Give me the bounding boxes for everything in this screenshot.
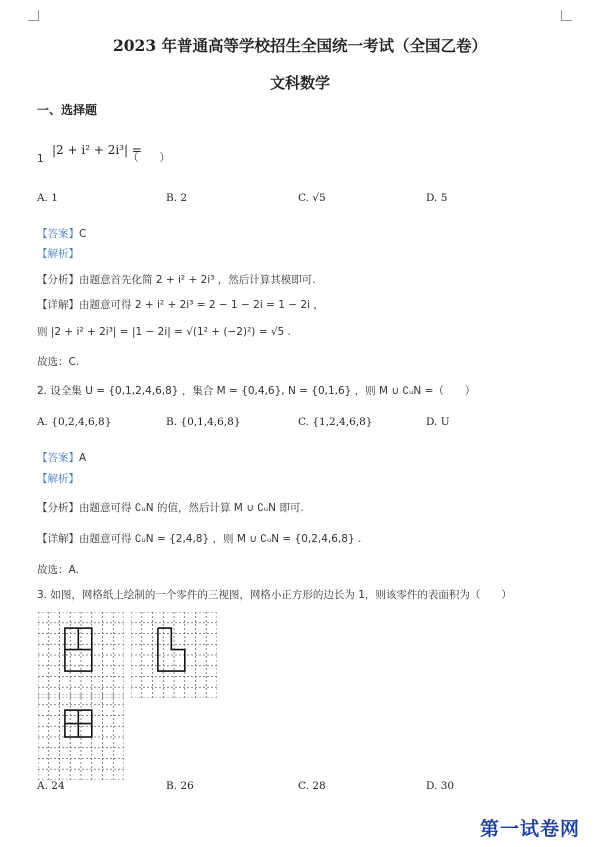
q1-analysis-line-2: 【详解】由题意可得 2 + i² + 2i³ = 2 − 1 − 2i = 1 − 2i ， xyxy=(37,299,324,311)
page-title: 2023 年普通高等学校招生全国统一考试（全国乙卷） xyxy=(112,36,488,55)
three-view-side-figure xyxy=(131,612,217,698)
q1-answer-tag: 【答案】 xyxy=(37,228,79,240)
site-watermark: 第一试卷网 xyxy=(479,818,580,840)
q2-answer-tag: 【答案】 xyxy=(37,452,79,464)
q2-option-c: C. {1,2,4,6,8} xyxy=(298,416,373,428)
q2-analysis-line-1: 【分析】由题意可得 ∁ᵤN 的值，然后计算 M ∪ ∁ᵤN 即可. xyxy=(37,502,304,514)
q1-analysis-line-1: 【分析】由题意首先化简 2 + i² + 2i³ ，然后计算其模即可. xyxy=(37,274,316,286)
q3-option-d: D. 30 xyxy=(426,780,455,792)
q1-blank: （ ） xyxy=(128,152,170,164)
q2-analysis-line-3: 故选：A. xyxy=(37,564,79,576)
q2-option-a: A. {0,2,4,6,8} xyxy=(37,416,112,428)
q2-stem: 2. 设全集 U = {0,1,2,4,6,8} ，集合 M = {0,4,6}, N = {0,1,6} ，则 M ∪ ∁ᵤN =（ ） xyxy=(37,385,476,397)
crop-mark-top-right xyxy=(561,10,572,21)
q2-analysis-tag: 【解析】 xyxy=(37,473,79,485)
q2-option-b: B. {0,1,4,6,8} xyxy=(166,416,241,428)
q2-analysis-line-2: 【详解】由题意可得 ∁ᵤN = {2,4,8} ，则 M ∪ ∁ᵤN = {0,2,4,6,8} . xyxy=(37,533,362,545)
q3-option-c: C. 28 xyxy=(298,780,326,792)
three-view-top-figure xyxy=(38,694,124,780)
q1-answer-value: C xyxy=(79,228,87,240)
q2-option-d: D. U xyxy=(426,416,450,428)
q1-analysis-line-3: 则 |2 + i² + 2i³| = |1 − 2i| = √(1² + (−2)²) = √5 . xyxy=(37,326,291,338)
q3-option-a: A. 24 xyxy=(37,780,65,792)
q2-answer-value: A xyxy=(79,452,87,464)
page-subtitle: 文科数学 xyxy=(269,74,330,92)
q2-answer-row xyxy=(37,446,86,465)
three-view-front-figure xyxy=(38,612,124,698)
q1-answer-row xyxy=(37,222,86,241)
q1-analysis-line-4: 故选：C. xyxy=(37,356,80,368)
q3-stem: 3. 如图，网格纸上绘制的一个零件的三视图，网格小正方形的边长为 1，则该零件的表面积为（ ） xyxy=(37,589,512,601)
q3-option-b: B. 26 xyxy=(166,780,194,792)
q1-option-c: C. √5 xyxy=(298,192,326,204)
section-heading-choice: 一、选择题 xyxy=(37,103,98,117)
q1-option-a: A. 1 xyxy=(37,192,58,204)
crop-mark-top-left xyxy=(28,10,39,21)
q1-option-b: B. 2 xyxy=(166,192,188,204)
q1-option-d: D. 5 xyxy=(426,192,448,204)
q1-analysis-tag: 【解析】 xyxy=(37,248,79,260)
q1-number: 1 xyxy=(37,153,44,165)
q1-expression: |2 + i² + 2i³| = xyxy=(52,143,142,157)
